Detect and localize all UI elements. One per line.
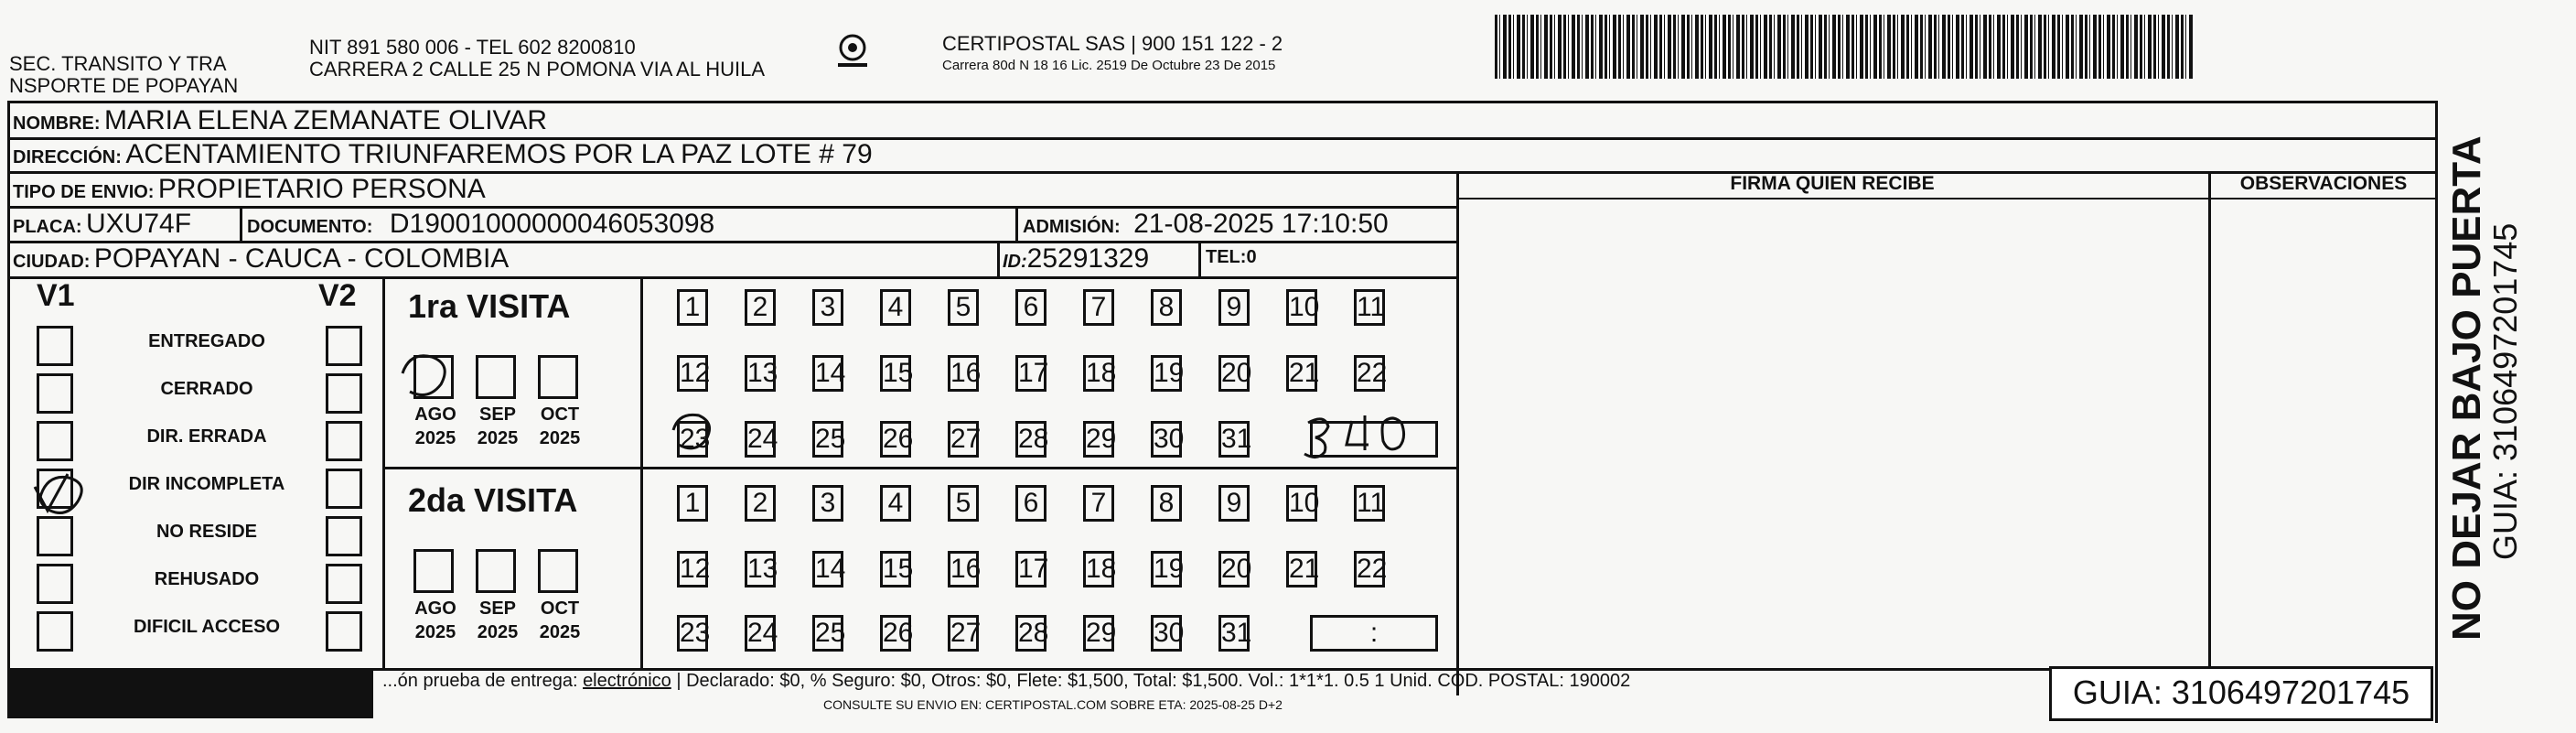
admision-label: ADMISIÓN:	[1023, 217, 1121, 237]
id-label: ID:	[1003, 252, 1027, 272]
month-year: 2025	[539, 622, 581, 642]
day-box[interactable]: 7	[1083, 485, 1114, 522]
day-box[interactable]: 22	[1354, 551, 1385, 587]
day-box[interactable]: 2	[745, 485, 776, 522]
day-box[interactable]: 29	[1083, 615, 1114, 652]
day-box[interactable]: 17	[1015, 355, 1046, 392]
day-box[interactable]: 10	[1286, 289, 1317, 326]
day-box[interactable]: 13	[745, 551, 776, 587]
day-box[interactable]: 3	[812, 289, 843, 326]
month-year: 2025	[477, 428, 519, 448]
day-box[interactable]: 26	[880, 421, 911, 458]
day-box[interactable]: 10	[1286, 485, 1317, 522]
day-box[interactable]: 6	[1015, 485, 1046, 522]
day-box[interactable]: 11	[1354, 289, 1385, 326]
day-box[interactable]: 26	[880, 615, 911, 652]
nit-line: NIT 891 580 006 - TEL 602 8200810	[309, 36, 636, 59]
status-label: ENTREGADO	[148, 331, 265, 351]
day-box[interactable]: 16	[948, 355, 979, 392]
day-box[interactable]: 19	[1151, 551, 1182, 587]
status-label: DIFICIL ACCESO	[133, 617, 280, 637]
time-box[interactable]: :	[1310, 615, 1438, 652]
day-box[interactable]: 12	[677, 355, 708, 392]
ciudad-value: POPAYAN - CAUCA - COLOMBIA	[93, 243, 510, 274]
day-box[interactable]: 9	[1218, 289, 1250, 326]
day-box[interactable]: 29	[1083, 421, 1114, 458]
month-year: 2025	[414, 622, 456, 642]
footer-blackout	[7, 671, 373, 718]
day-box[interactable]: 11	[1354, 485, 1385, 522]
day-box[interactable]: 17	[1015, 551, 1046, 587]
month-year: 2025	[477, 622, 519, 642]
no-dejar-bajo-puerta: NO DEJAR BAJO PUERTA	[2444, 135, 2489, 641]
day-box[interactable]: 3	[812, 485, 843, 522]
nombre-value: MARIA ELENA ZEMANATE OLIVAR	[104, 105, 548, 135]
day-box[interactable]: 30	[1151, 421, 1182, 458]
tel-label: TEL:	[1206, 247, 1247, 267]
day-box[interactable]: 25	[812, 615, 843, 652]
month-name: AGO	[414, 598, 456, 619]
company-line: CERTIPOSTAL SAS | 900 151 122 - 2	[942, 32, 1283, 55]
documento-value: D19001000000046053098	[389, 209, 715, 239]
direccion-label: DIRECCIÓN:	[13, 147, 122, 167]
day-box[interactable]: 30	[1151, 615, 1182, 652]
tipo-envio-label: TIPO DE ENVIO:	[13, 182, 155, 202]
sender-line-2: NSPORTE DE POPAYAN	[9, 74, 239, 97]
ciudad-label: CIUDAD:	[13, 252, 91, 272]
day-box[interactable]: 7	[1083, 289, 1114, 326]
status-label: NO RESIDE	[156, 522, 258, 542]
firma-label: FIRMA QUIEN RECIBE	[1730, 173, 1935, 194]
admision-value: 21-08-2025 17:10:50	[1133, 209, 1389, 239]
day-box[interactable]: 25	[812, 421, 843, 458]
placa-value: UXU74F	[86, 209, 192, 239]
nombre-label: NOMBRE:	[13, 113, 101, 134]
day-box[interactable]: 4	[880, 289, 911, 326]
day-box[interactable]: 24	[745, 615, 776, 652]
status-label: REHUSADO	[154, 569, 260, 589]
second-visit-label: 2da VISITA	[408, 481, 578, 519]
status-label: DIR. ERRADA	[146, 426, 267, 447]
day-box[interactable]: 5	[948, 485, 979, 522]
day-box[interactable]: 4	[880, 485, 911, 522]
day-box[interactable]: 2	[745, 289, 776, 326]
day-box[interactable]: 14	[812, 551, 843, 587]
day-box[interactable]: 19	[1151, 355, 1182, 392]
day-box[interactable]: 15	[880, 355, 911, 392]
day-box[interactable]: 20	[1218, 551, 1250, 587]
day-box[interactable]: 1	[677, 289, 708, 326]
day-box[interactable]: 18	[1083, 355, 1114, 392]
month-name: OCT	[540, 598, 580, 619]
tel-value: 0	[1246, 247, 1257, 267]
day-box[interactable]: 1	[677, 485, 708, 522]
day-box[interactable]: 22	[1354, 355, 1385, 392]
day-box[interactable]: 8	[1151, 485, 1182, 522]
month-name: SEP	[478, 598, 517, 619]
day-box[interactable]: 21	[1286, 551, 1317, 587]
month-year: 2025	[414, 428, 456, 448]
status-label: CERRADO	[160, 379, 253, 399]
day-box[interactable]: 27	[948, 421, 979, 458]
day-box[interactable]: 20	[1218, 355, 1250, 392]
footer-line-2: CONSULTE SU ENVIO EN: CERTIPOSTAL.COM SOBRE ETA: 2025-08-25 D+2	[823, 697, 1283, 712]
day-box[interactable]: 5	[948, 289, 979, 326]
day-box[interactable]: 18	[1083, 551, 1114, 587]
license-line: Carrera 80d N 18 16 Lic. 2519 De Octubre 23 De 2015	[942, 58, 1276, 73]
day-box[interactable]: 27	[948, 615, 979, 652]
tipo-envio-value: PROPIETARIO PERSONA	[157, 174, 486, 204]
observaciones-label: OBSERVACIONES	[2239, 173, 2408, 194]
placa-label: PLACA:	[13, 217, 82, 237]
v2-label: V2	[318, 278, 357, 313]
direccion-value: ACENTAMIENTO TRIUNFAREMOS POR LA PAZ LOTE # 79	[125, 139, 873, 169]
month-name: AGO	[414, 404, 456, 425]
id-value: 25291329	[1026, 243, 1150, 274]
day-box[interactable]: 23	[677, 421, 708, 458]
day-box[interactable]: 14	[812, 355, 843, 392]
month-year: 2025	[539, 428, 581, 448]
day-box[interactable]: 15	[880, 551, 911, 587]
day-box[interactable]: 28	[1015, 421, 1046, 458]
day-box[interactable]: 16	[948, 551, 979, 587]
day-box[interactable]: 31	[1218, 615, 1250, 652]
v1-label: V1	[37, 278, 75, 313]
guia-vertical: GUIA: 3106497201745	[2486, 222, 2524, 560]
day-box[interactable]: 24	[745, 421, 776, 458]
status-label: DIR INCOMPLETA	[128, 474, 285, 494]
day-box[interactable]: 23	[677, 615, 708, 652]
day-box[interactable]: 21	[1286, 355, 1317, 392]
first-visit-label: 1ra VISITA	[408, 287, 571, 325]
day-box[interactable]: 8	[1151, 289, 1182, 326]
footer-line-1: ...ón prueba de entrega: electrónico | Declarado: $0, % Seguro: $0, Otros: $0, Flete: $1,500, Total: $1,500. Vol.: 1*1*1. 0.5 1 Unid. COD. POSTAL: 190002	[382, 671, 1631, 691]
footer-guia: GUIA: 3106497201745	[2049, 666, 2433, 721]
documento-label: DOCUMENTO:	[247, 217, 373, 237]
day-box[interactable]: 31	[1218, 421, 1250, 458]
month-name: OCT	[540, 404, 580, 425]
footer-link[interactable]: electrónico	[583, 671, 671, 691]
day-box[interactable]: 13	[745, 355, 776, 392]
day-box[interactable]: 6	[1015, 289, 1046, 326]
sender-line-1: SEC. TRANSITO Y TRA	[9, 52, 227, 75]
day-box[interactable]: 9	[1218, 485, 1250, 522]
address-line: CARRERA 2 CALLE 25 N POMONA VIA AL HUILA	[309, 58, 766, 81]
day-box[interactable]: 28	[1015, 615, 1046, 652]
month-name: SEP	[478, 404, 517, 425]
day-box[interactable]: 12	[677, 551, 708, 587]
